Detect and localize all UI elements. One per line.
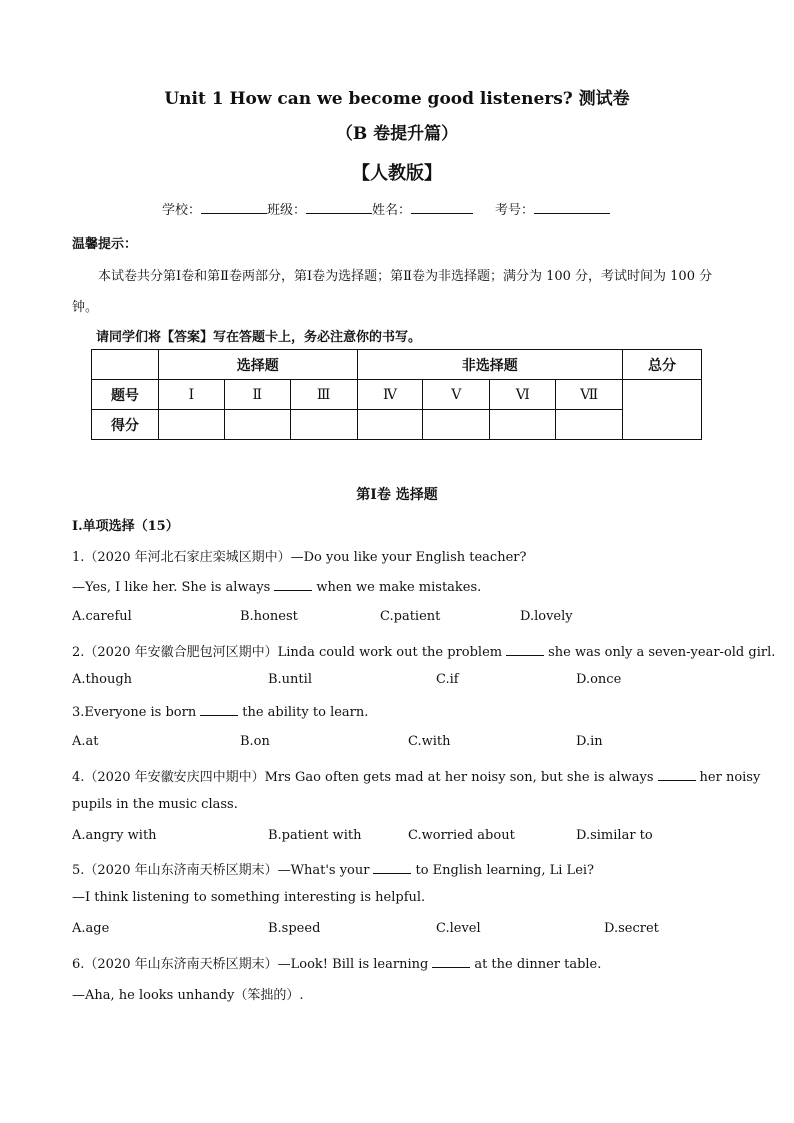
number-field[interactable] <box>534 201 610 214</box>
score-table-corner <box>92 350 159 380</box>
option[interactable]: C.if <box>436 672 459 687</box>
option[interactable]: A.angry with <box>72 828 157 843</box>
answer-note: 请同学们将【答案】写在答题卡上，务必注意你的书写。 <box>96 330 422 345</box>
score-cell[interactable] <box>556 410 623 440</box>
school-label: 学校： <box>162 203 202 218</box>
question-text: 4.（2020 年安徽安庆四中期中）Mrs Gao often gets mad at her noisy son, but she is always <box>72 770 654 785</box>
answer-blank <box>373 861 411 874</box>
column-label: Ⅳ <box>357 380 423 410</box>
part-title: Ⅰ.单项选择（15） <box>72 519 179 534</box>
option[interactable]: D.similar to <box>576 828 653 843</box>
option[interactable]: C.worried about <box>408 828 515 843</box>
column-label: Ⅴ <box>423 380 490 410</box>
option[interactable]: D.once <box>576 672 622 687</box>
question-2-stem <box>72 641 775 660</box>
question-6-reply: —Aha, he looks unhandy（笨拙的）. <box>72 988 304 1003</box>
number-label: 考号： <box>495 203 535 218</box>
name-label: 姓名： <box>372 203 412 218</box>
class-field[interactable] <box>306 201 372 214</box>
option[interactable]: D.in <box>576 734 603 749</box>
option[interactable]: A.though <box>72 672 133 687</box>
question-text: she was only a seven-year-old girl. <box>548 645 776 660</box>
option[interactable]: C.patient <box>380 609 441 624</box>
edition-label: 【人教版】 <box>352 163 442 184</box>
question-text: 5.（2020 年山东济南天桥区期末）—What's your <box>72 863 370 878</box>
question-text: when we make mistakes. <box>316 580 482 595</box>
question-text: 2.（2020 年安徽合肥包河区期中）Linda could work out the problem <box>72 645 503 660</box>
tips-heading: 温馨提示： <box>72 237 138 252</box>
answer-blank <box>432 955 470 968</box>
question-text: to English learning, Li Lei? <box>415 863 595 878</box>
question-text: 3.Everyone is born <box>72 705 197 720</box>
question-text: at the dinner table. <box>474 957 602 972</box>
class-label: 班级： <box>267 203 307 218</box>
option[interactable]: B.until <box>268 672 312 687</box>
option[interactable]: D.secret <box>604 921 659 936</box>
total-header: 总分 <box>623 350 702 380</box>
score-cell[interactable] <box>490 410 556 440</box>
column-label: Ⅰ <box>158 380 224 410</box>
score-cell[interactable] <box>290 410 357 440</box>
nonchoice-group-header: 非选择题 <box>357 350 623 380</box>
score-cell[interactable] <box>224 410 290 440</box>
name-field[interactable] <box>411 201 473 214</box>
answer-blank <box>506 643 544 656</box>
option[interactable]: D.lovely <box>520 609 573 624</box>
page-subtitle: （B 卷提升篇） <box>335 124 459 144</box>
question-4-stem-continued: pupils in the music class. <box>72 797 238 812</box>
school-field[interactable] <box>201 201 267 214</box>
option[interactable]: B.speed <box>268 921 321 936</box>
option[interactable]: A.careful <box>72 609 132 624</box>
question-text: 6.（2020 年山东济南天桥区期末）—Look! Bill is learning <box>72 957 429 972</box>
column-label: Ⅵ <box>490 380 556 410</box>
question-3-stem <box>72 703 368 720</box>
score-table <box>91 349 702 440</box>
question-6-stem <box>72 953 601 972</box>
column-label: Ⅶ <box>556 380 623 410</box>
option[interactable]: C.with <box>408 734 451 749</box>
total-score-cell[interactable] <box>623 380 702 440</box>
page-title: Unit 1 How can we become good listeners? 测试卷 <box>164 89 630 109</box>
option[interactable]: B.on <box>240 734 270 749</box>
question-text: —Yes, I like her. She is always <box>72 580 271 595</box>
column-label: Ⅱ <box>224 380 290 410</box>
answer-blank <box>274 578 312 591</box>
answer-blank <box>658 768 696 781</box>
score-cell[interactable] <box>357 410 423 440</box>
question-1-reply <box>72 578 481 595</box>
question-1-stem: 1.（2020 年河北石家庄栾城区期中）—Do you like your English teacher? <box>72 550 527 565</box>
option[interactable]: B.patient with <box>268 828 362 843</box>
question-5-reply: —I think listening to something interesting is helpful. <box>72 890 426 905</box>
row-label-number: 题号 <box>92 380 159 410</box>
option[interactable]: A.age <box>72 921 110 936</box>
column-label: Ⅲ <box>290 380 357 410</box>
answer-blank <box>200 703 238 716</box>
option[interactable]: C.level <box>436 921 481 936</box>
tips-body: 本试卷共分第Ⅰ卷和第Ⅱ卷两部分，第Ⅰ卷为选择题；第Ⅱ卷为非选择题；满分为 100 分，考试时间为 100 分钟。 <box>72 269 713 315</box>
question-text: her noisy <box>699 770 761 785</box>
student-info-line <box>162 199 642 218</box>
score-cell[interactable] <box>423 410 490 440</box>
question-text: the ability to learn. <box>242 705 369 720</box>
question-4-stem <box>72 766 760 785</box>
row-label-score: 得分 <box>92 410 159 440</box>
score-cell[interactable] <box>158 410 224 440</box>
question-5-stem <box>72 859 594 878</box>
option[interactable]: A.at <box>72 734 99 749</box>
section-title: 第Ⅰ卷 选择题 <box>356 487 438 503</box>
choice-group-header: 选择题 <box>158 350 357 380</box>
option[interactable]: B.honest <box>240 609 298 624</box>
